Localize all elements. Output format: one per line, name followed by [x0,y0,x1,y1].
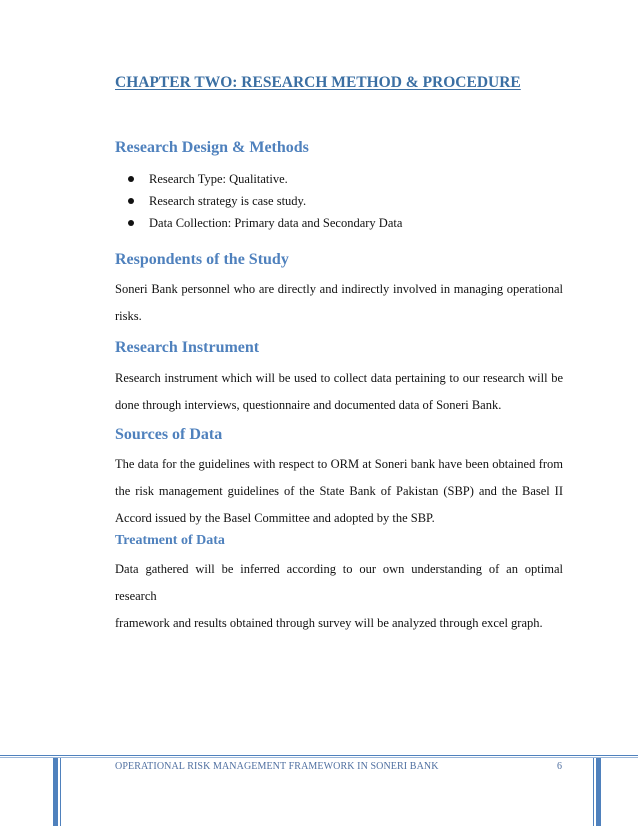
paragraph-line: Accord issued by the Basel Committee and adopted by the SBP. [115,511,435,525]
footer-rule-secondary [0,757,638,758]
footer-right-bar [596,758,601,826]
paragraph-line: Research instrument which will be used to collect data pertaining to our research will be [115,371,563,385]
footer-right-bar-thin [593,758,594,826]
heading-research-instrument: Research Instrument [115,339,260,356]
bullet-icon [128,198,134,204]
footer-title: OPERATIONAL RISK MANAGEMENT FRAMEWORK IN SONERI BANK [115,761,439,772]
footer-left-bar-thin [60,758,61,826]
list-item [128,212,402,234]
instrument-paragraph [115,365,563,419]
list-item [128,168,402,190]
paragraph-line: done through interviews, questionnaire and documented data of Soneri Bank. [115,398,502,412]
sources-paragraph [115,451,563,532]
paragraph-line: Soneri Bank personnel who are directly and indirectly involved in managing operational [115,282,563,296]
paragraph-line: risks. [115,309,142,323]
heading-treatment-of-data: Treatment of Data [115,533,225,548]
page-number: 6 [557,761,562,772]
bullet-icon [128,220,134,226]
treatment-paragraph [115,556,563,637]
heading-respondents: Respondents of the Study [115,251,289,268]
list-item [128,190,402,212]
list-item-text: Research Type: Qualitative. [149,172,288,186]
bullet-icon [128,176,134,182]
footer-rule [0,755,638,756]
paragraph-line: The data for the guidelines with respect to ORM at Soneri bank have been obtained from [115,457,563,471]
heading-research-design: Research Design & Methods [115,139,309,156]
respondents-paragraph [115,276,563,330]
list-item-text: Research strategy is case study. [149,194,307,208]
heading-sources-of-data: Sources of Data [115,426,223,443]
paragraph-line: Data gathered will be inferred according to our own understanding of an optimal research [115,562,563,603]
chapter-title: CHAPTER TWO: RESEARCH METHOD & PROCEDURE [115,74,521,91]
paragraph-line: framework and results obtained through survey will be analyzed through excel graph. [115,616,543,630]
research-design-list [128,168,402,234]
footer-left-bar [53,758,58,826]
list-item-text: Data Collection: Primary data and Secondary Data [149,216,403,230]
paragraph-line: the risk management guidelines of the State Bank of Pakistan (SBP) and the Basel II [115,484,563,498]
